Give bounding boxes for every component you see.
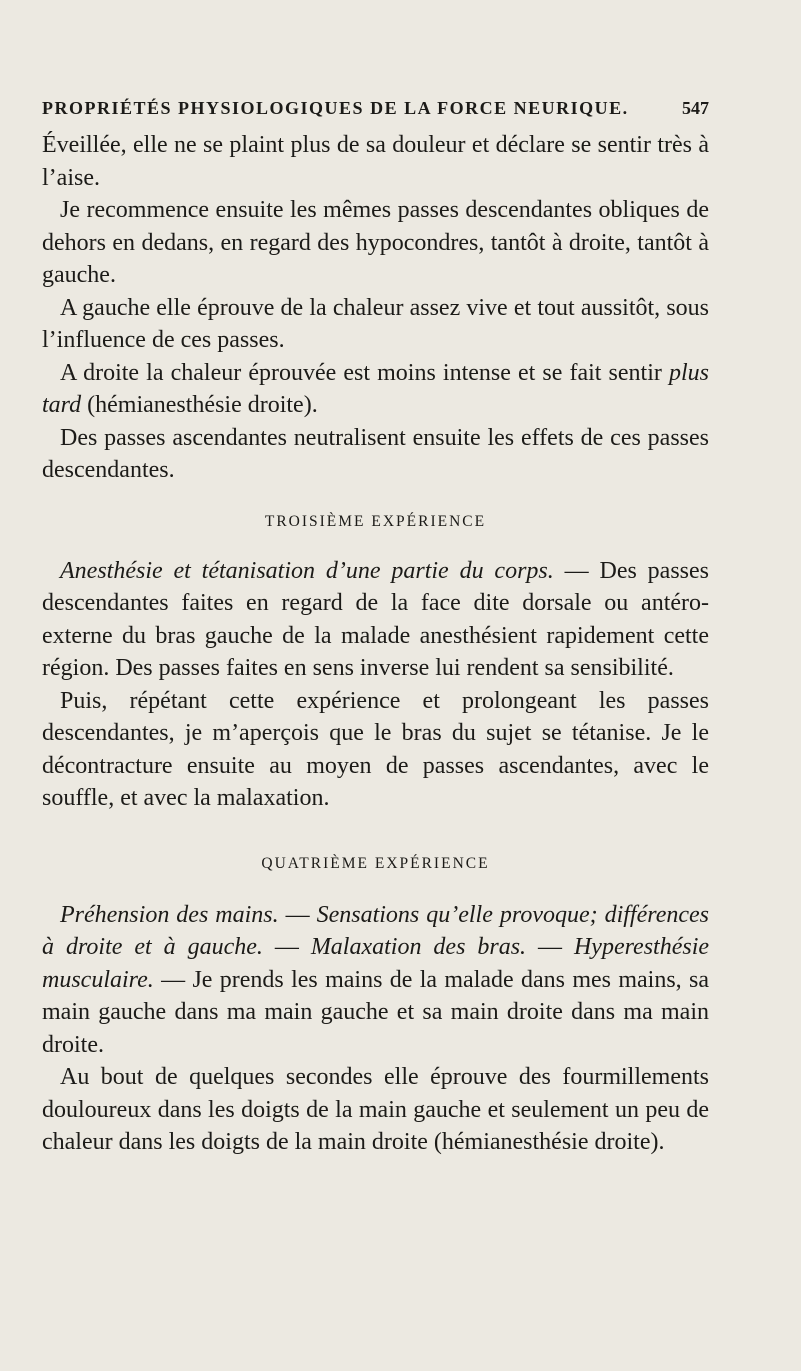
italic-emphasis: plus tard — [42, 359, 709, 418]
running-title: PROPRIÉTÉS PHYSIOLOGIQUES DE LA FORCE NEURIQUE. — [42, 98, 629, 118]
section-heading-troisieme: TROISIÈME EXPÉRIENCE — [264, 512, 487, 530]
italic-lead: Malaxation des bras. — [310, 934, 527, 960]
italic-lead: Anesthésie et tétanisation d’une partie du corps. — [60, 557, 554, 584]
italic-lead: Préhension des mains. — [60, 901, 279, 928]
paragraph-fourmillements: Au bout de quelques secondes elle éprouve des fourmillements douloureux dans les doigts de la main gauche et seulement un peu de chaleur dans les doigts de la main droite (hémianesthésie droite). — [42, 1064, 709, 1155]
paragraph-prehension — [42, 899, 709, 1062]
section-heading-quatrieme: QUATRIÈME EXPÉRIENCE — [261, 854, 490, 872]
paragraph-recommence: Je recommence ensuite les mêmes passes descendantes obliques de dehors en dedans, en regard des hypocondres, tantôt à droite, tantôt à gauche. — [42, 197, 709, 288]
text-segment: (hémianesthésie droite). — [81, 392, 318, 418]
paragraph-repetant: Puis, répétant cette expérience et prolongeant les passes descendantes, je m’aperçois que le bras du sujet se tétanise. Je le décontracture ensuite au moyen de passes ascendantes, avec le souffle, et avec la malaxation. — [42, 687, 709, 811]
italic-lead: Sensations qu’elle provoque; différences à droite et à gauche. — [42, 901, 709, 960]
text-segment: — Je prends les mains de la malade dans mes mains, sa main gauche dans ma main gauche et sa main droite dans ma main droite. — [42, 966, 709, 1058]
running-head — [42, 98, 709, 119]
dash: — — [526, 934, 574, 960]
dash: — — [278, 901, 317, 928]
dash: — — [262, 934, 311, 960]
paragraph-gauche-chaleur: A gauche elle éprouve de la chaleur assez vive et tout aussitôt, sous l’influence de ces passes. — [42, 294, 709, 353]
text-segment: — Des passes descendantes faites en regard de la face dite dorsale ou antéro-externe du bras gauche de la malade anesthésient rapidement cette région. Des passes faites en sens inverse lui rendent sa sensibilité. — [42, 557, 709, 681]
page-number: 547 — [682, 98, 709, 118]
paragraph-anesthesie — [42, 555, 709, 685]
italic-lead: Hyperesthésie musculaire. — [42, 934, 710, 993]
paragraph-neutralisent: Des passes ascendantes neutralisent ensuite les effets de ces passes descendantes. — [42, 424, 709, 483]
paragraph-droite-chaleur — [42, 357, 709, 422]
paragraph-eveillee: Éveillée, elle ne se plaint plus de sa douleur et déclare se sentir très à l’aise. — [42, 132, 709, 191]
text-segment: A droite la chaleur éprouvée est moins intense et se fait sentir — [60, 359, 669, 386]
